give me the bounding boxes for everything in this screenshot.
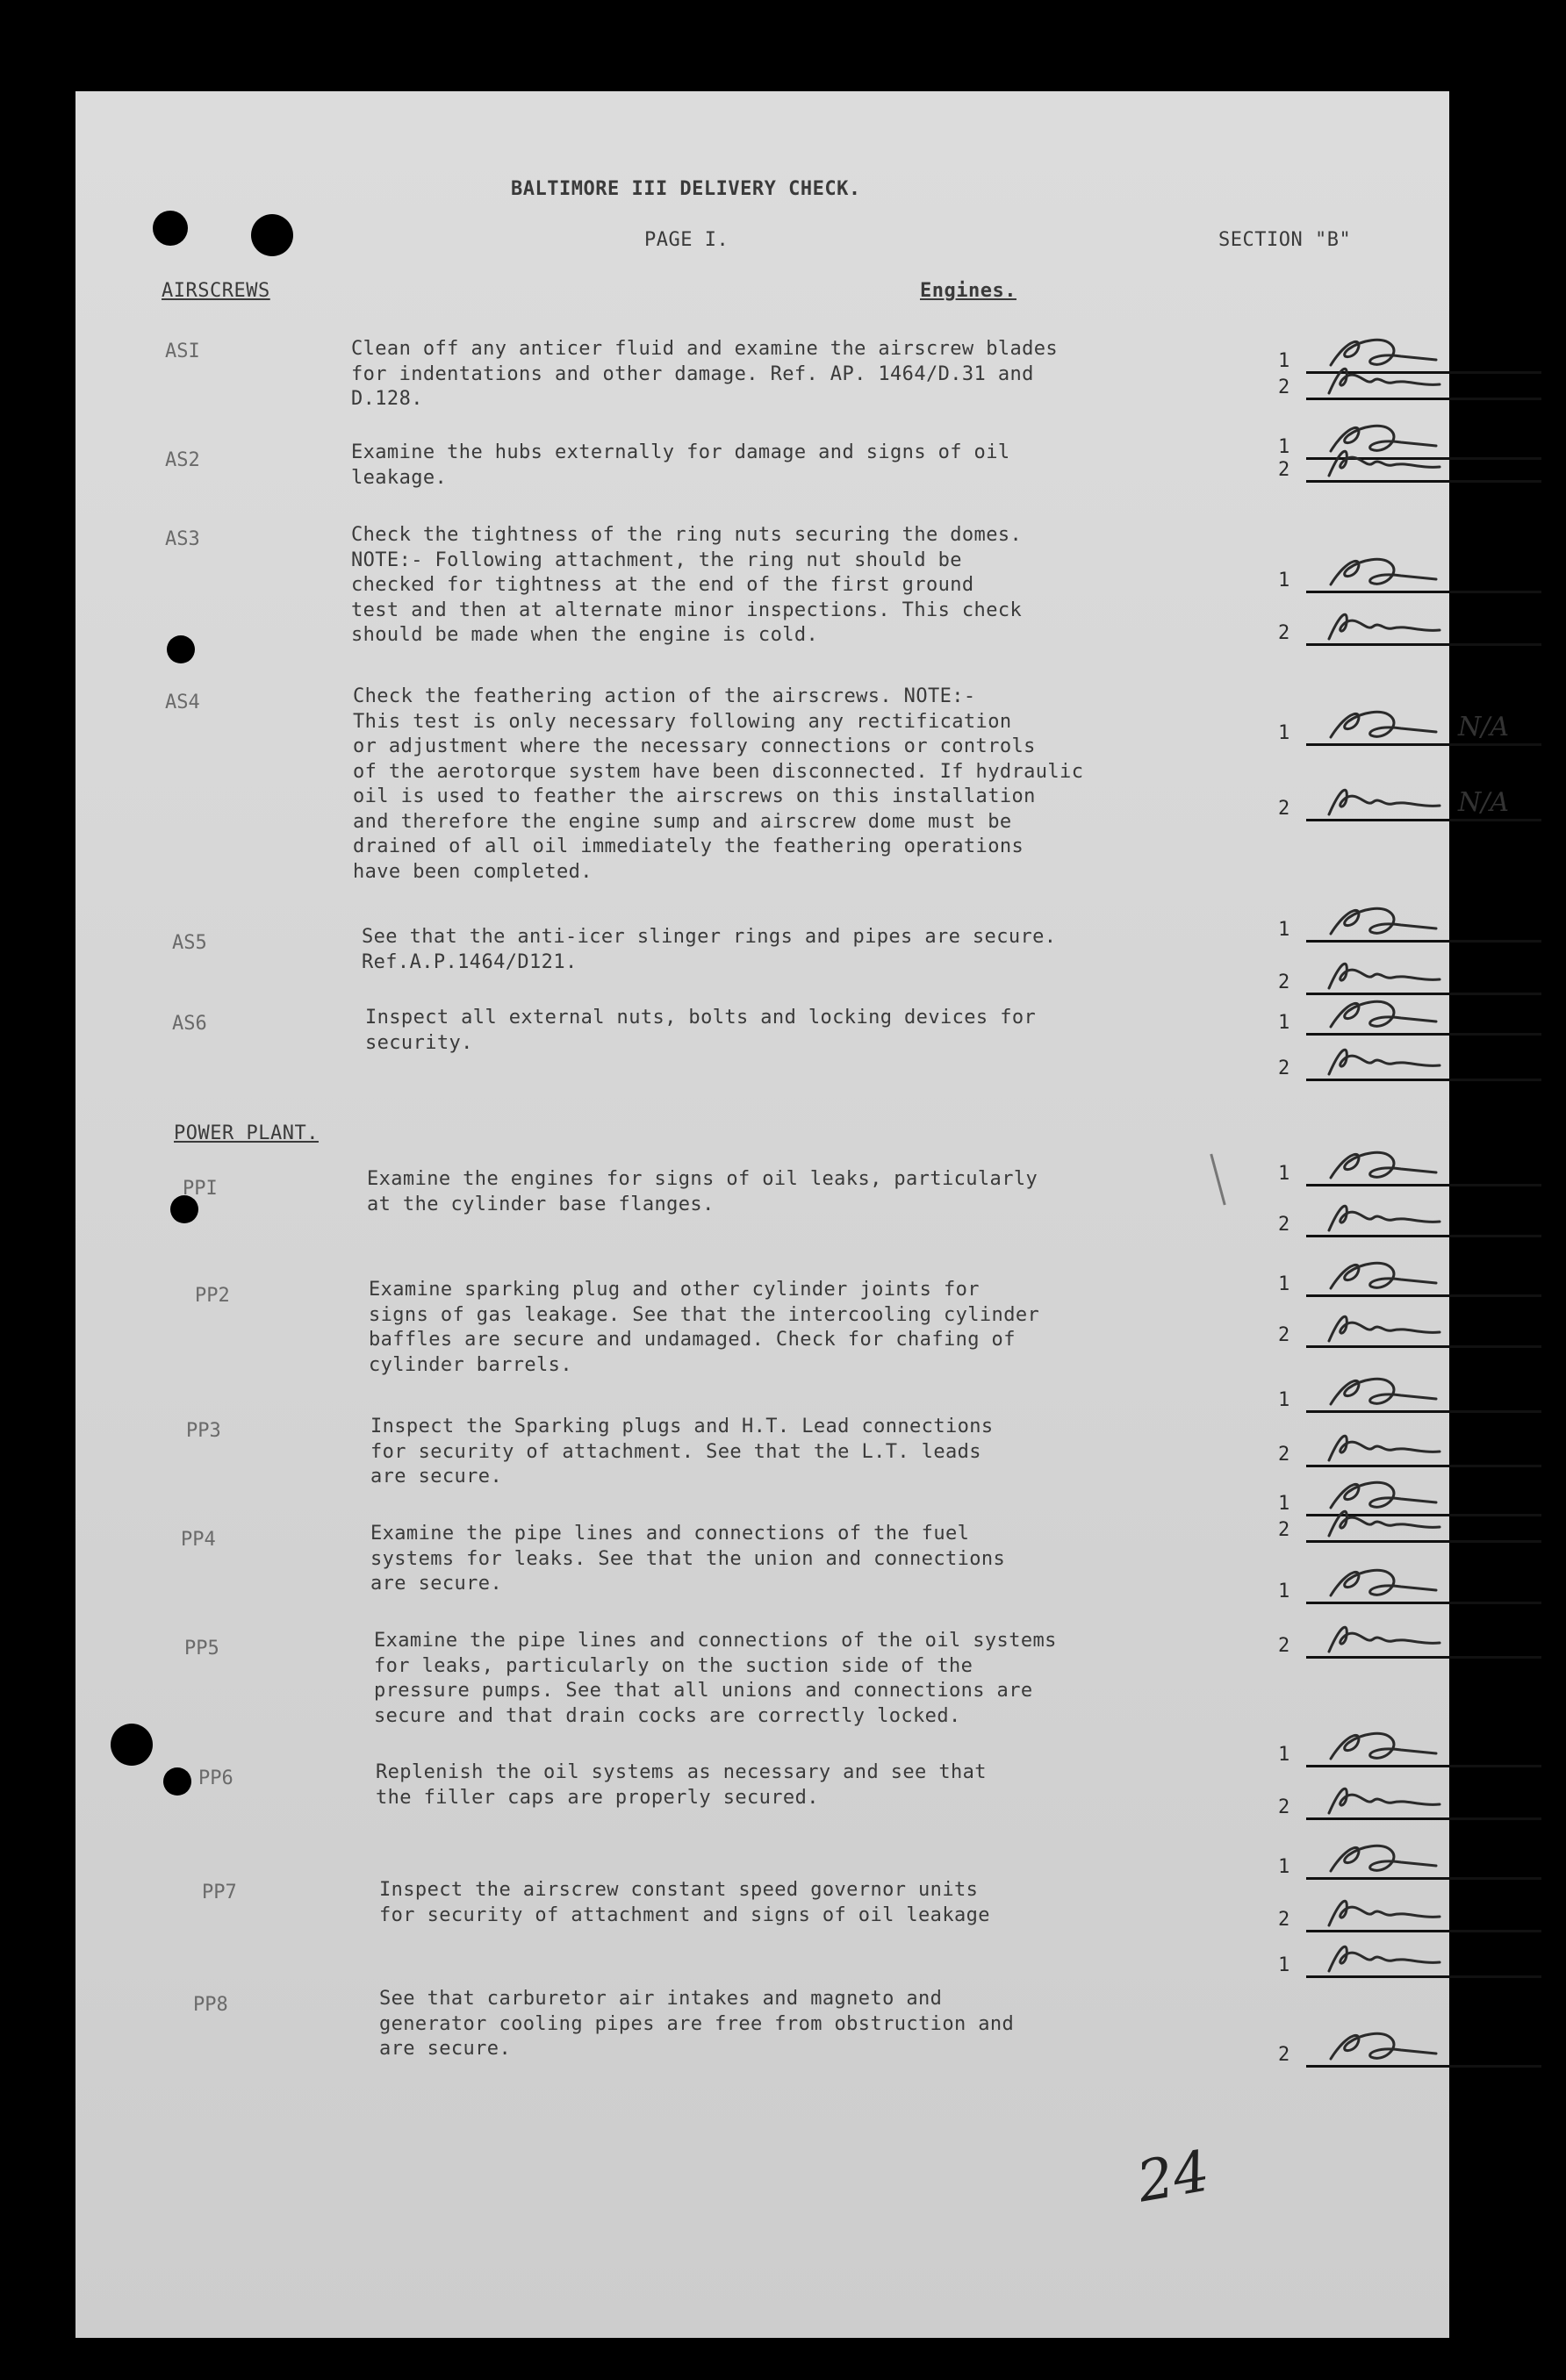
punch-hole [153,211,188,246]
handwritten-initials [1322,781,1445,820]
engines-heading: Engines. [920,280,1016,302]
signature-number: 1 [1278,1273,1290,1295]
signature-row [1278,1000,1541,1036]
signature-row [1278,1151,1541,1186]
item-text: Replenish the oil systems as necessary and see that the filler caps are properly secured. [376,1761,987,1809]
item-code: PP3 [186,1420,221,1442]
signature-number: 2 [1278,798,1290,820]
handwritten-initials [1322,553,1445,591]
item-code: AS2 [165,449,200,471]
handwritten-initials [1322,1373,1445,1411]
signature-row [1278,2032,1541,2068]
signature-number: 1 [1278,1954,1290,1976]
signature-row [1278,1046,1541,1081]
item-code: PP6 [198,1767,233,1789]
handwritten-initials [1322,1839,1445,1878]
signature-row [1278,1624,1541,1659]
signature-number: 2 [1278,376,1290,398]
item-text: Inspect the airscrew constant speed governor units for security of attachment and signs of oil leakage [379,1879,990,1926]
punch-hole [251,214,293,256]
signature-row [1278,786,1541,821]
handwritten-initials [1322,1308,1445,1346]
handwritten-initials [1322,995,1445,1034]
signature-number: 1 [1278,1389,1290,1411]
handwritten-initials [1322,1780,1445,1818]
handwritten-initials [1322,1146,1445,1185]
handwritten-initials [1322,1618,1445,1657]
signature-row [1278,611,1541,646]
item-code: AS6 [172,1013,207,1035]
item-code: PP2 [195,1285,230,1307]
signature-row [1278,711,1541,746]
signature-row [1278,1313,1541,1348]
signature-number: 1 [1278,1744,1290,1766]
signature-row [1278,1432,1541,1467]
signature-row [1278,1202,1541,1237]
handwritten-initials [1322,1502,1445,1541]
signature-number: 1 [1278,722,1290,744]
item-code: PP7 [202,1882,237,1903]
page-label: PAGE I. [644,229,729,251]
signature-number: 1 [1278,1163,1290,1185]
handwritten-initials [1322,1727,1445,1766]
signature-number: 2 [1278,971,1290,993]
signature-number: 2 [1278,459,1290,481]
signature-row [1278,1897,1541,1932]
signature-row [1278,1785,1541,1820]
punch-hole [167,635,195,663]
signature-row [1278,1845,1541,1880]
item-text: Check the feathering action of the airscrews. NOTE:- This test is only necessary following any rectification or adjustment where the necessary connections or controls of the aerotorque system have been disconnected. If hydraulic oil is used to feather the airscrews on this installation and therefore the engine sump and airscrew dome must be drained of all oil immediately the feathering operations have been completed. [353,685,1084,883]
signature-row [1278,1943,1541,1978]
handwritten-initials [1322,1427,1445,1466]
handwritten-note: N/A [1458,787,1510,818]
item-text: See that the anti-icer slinger rings and pipes are secure. Ref.A.P.1464/D121. [362,926,1057,973]
airscrews-heading: AIRSCREWS [162,280,270,302]
document-title: BALTIMORE III DELIVERY CHECK. [511,178,861,200]
item-text: Examine the hubs externally for damage and signs of oil leakage. [351,441,1010,489]
handwritten-page-number: 24 [1132,2139,1215,2216]
signature-number: 1 [1278,1493,1290,1515]
item-code: AS3 [165,528,200,550]
signature-number: 1 [1278,1856,1290,1878]
signature-number: 2 [1278,2044,1290,2066]
signature-number: 2 [1278,622,1290,644]
handwritten-initials [1322,606,1445,644]
handwritten-note: N/A [1458,712,1510,742]
signature-number: 2 [1278,1796,1290,1818]
item-text: Examine the pipe lines and connections of the fuel systems for leaks. See that the union and connections are secure. [370,1523,1006,1595]
margin-mark [1210,1154,1225,1206]
item-text: Clean off any anticer fluid and examine the airscrew blades for indentations and other damage. Ref. AP. 1464/D.31 and D.128. [351,338,1059,410]
handwritten-initials [1322,2027,1445,2066]
signature-row [1278,558,1541,593]
signature-row [1278,907,1541,943]
handwritten-initials [1322,1041,1445,1079]
handwritten-initials [1322,360,1445,398]
handwritten-initials [1322,1197,1445,1236]
signature-row [1278,1732,1541,1767]
section-label: SECTION "B" [1218,229,1352,251]
item-text: Inspect the Sparking plugs and H.T. Lead connections for security of attachment. See that the L.T. leads are secure. [370,1416,994,1488]
item-code: PP5 [184,1638,219,1660]
handwritten-initials [1322,955,1445,993]
signature-number: 2 [1278,1214,1290,1236]
signature-number: 2 [1278,1635,1290,1657]
signature-number: 1 [1278,919,1290,941]
item-text: See that carburetor air intakes and magneto and generator cooling pipes are free from obstruction and are secure. [379,1988,1015,2060]
item-text: Inspect all external nuts, bolts and locking devices for security. [365,1007,1037,1054]
item-code: PPI [183,1178,218,1200]
item-text: Examine the pipe lines and connections of the oil systems for leaks, particularly on the suction side of the pressure pumps. See that all unions and connections are secure and that drain cocks are correctly locked. [374,1630,1057,1727]
item-code: AS4 [165,692,200,713]
handwritten-initials [1322,902,1445,941]
item-code: AS5 [172,932,207,954]
signature-row [1278,960,1541,995]
signature-number: 2 [1278,1519,1290,1541]
punch-hole [163,1767,191,1796]
signature-number: 2 [1278,1324,1290,1346]
document-page [75,91,1510,2338]
item-code: ASI [165,341,200,362]
handwritten-initials [1322,1938,1445,1976]
signature-row [1278,1262,1541,1297]
item-code: PP8 [193,1994,228,2016]
signature-row [1278,1508,1541,1543]
item-text: Examine sparking plug and other cylinder joints for signs of gas leakage. See that the intercooling cylinder baffles are secure and undamaged. Check for chafing of cylinder barrels. [369,1279,1040,1376]
signature-number: 1 [1278,436,1290,458]
handwritten-initials [1322,1892,1445,1931]
handwritten-initials [1322,442,1445,481]
signature-row [1278,1569,1541,1604]
punch-hole [111,1724,153,1766]
signature-number: 2 [1278,1444,1290,1466]
handwritten-initials [1322,1564,1445,1602]
signature-row [1278,448,1541,483]
signature-row [1278,365,1541,400]
handwritten-initials [1322,706,1445,744]
item-text: Examine the engines for signs of oil leaks, particularly at the cylinder base flanges. [367,1168,1038,1215]
signature-number: 1 [1278,350,1290,372]
signature-row [1278,1378,1541,1413]
signature-number: 1 [1278,1012,1290,1034]
item-text: Check the tightness of the ring nuts securing the domes. NOTE:- Following attachment, the ring nut should be checked for tightness at the end of the first ground test and then at alternate minor inspections. This check should be made when the engine is cold. [351,524,1023,646]
signature-number: 2 [1278,1057,1290,1079]
handwritten-initials [1322,1257,1445,1295]
signature-number: 2 [1278,1909,1290,1931]
signature-number: 1 [1278,570,1290,591]
signature-number: 1 [1278,1581,1290,1602]
item-code: PP4 [181,1529,216,1551]
power-plant-heading: POWER PLANT. [174,1122,319,1144]
